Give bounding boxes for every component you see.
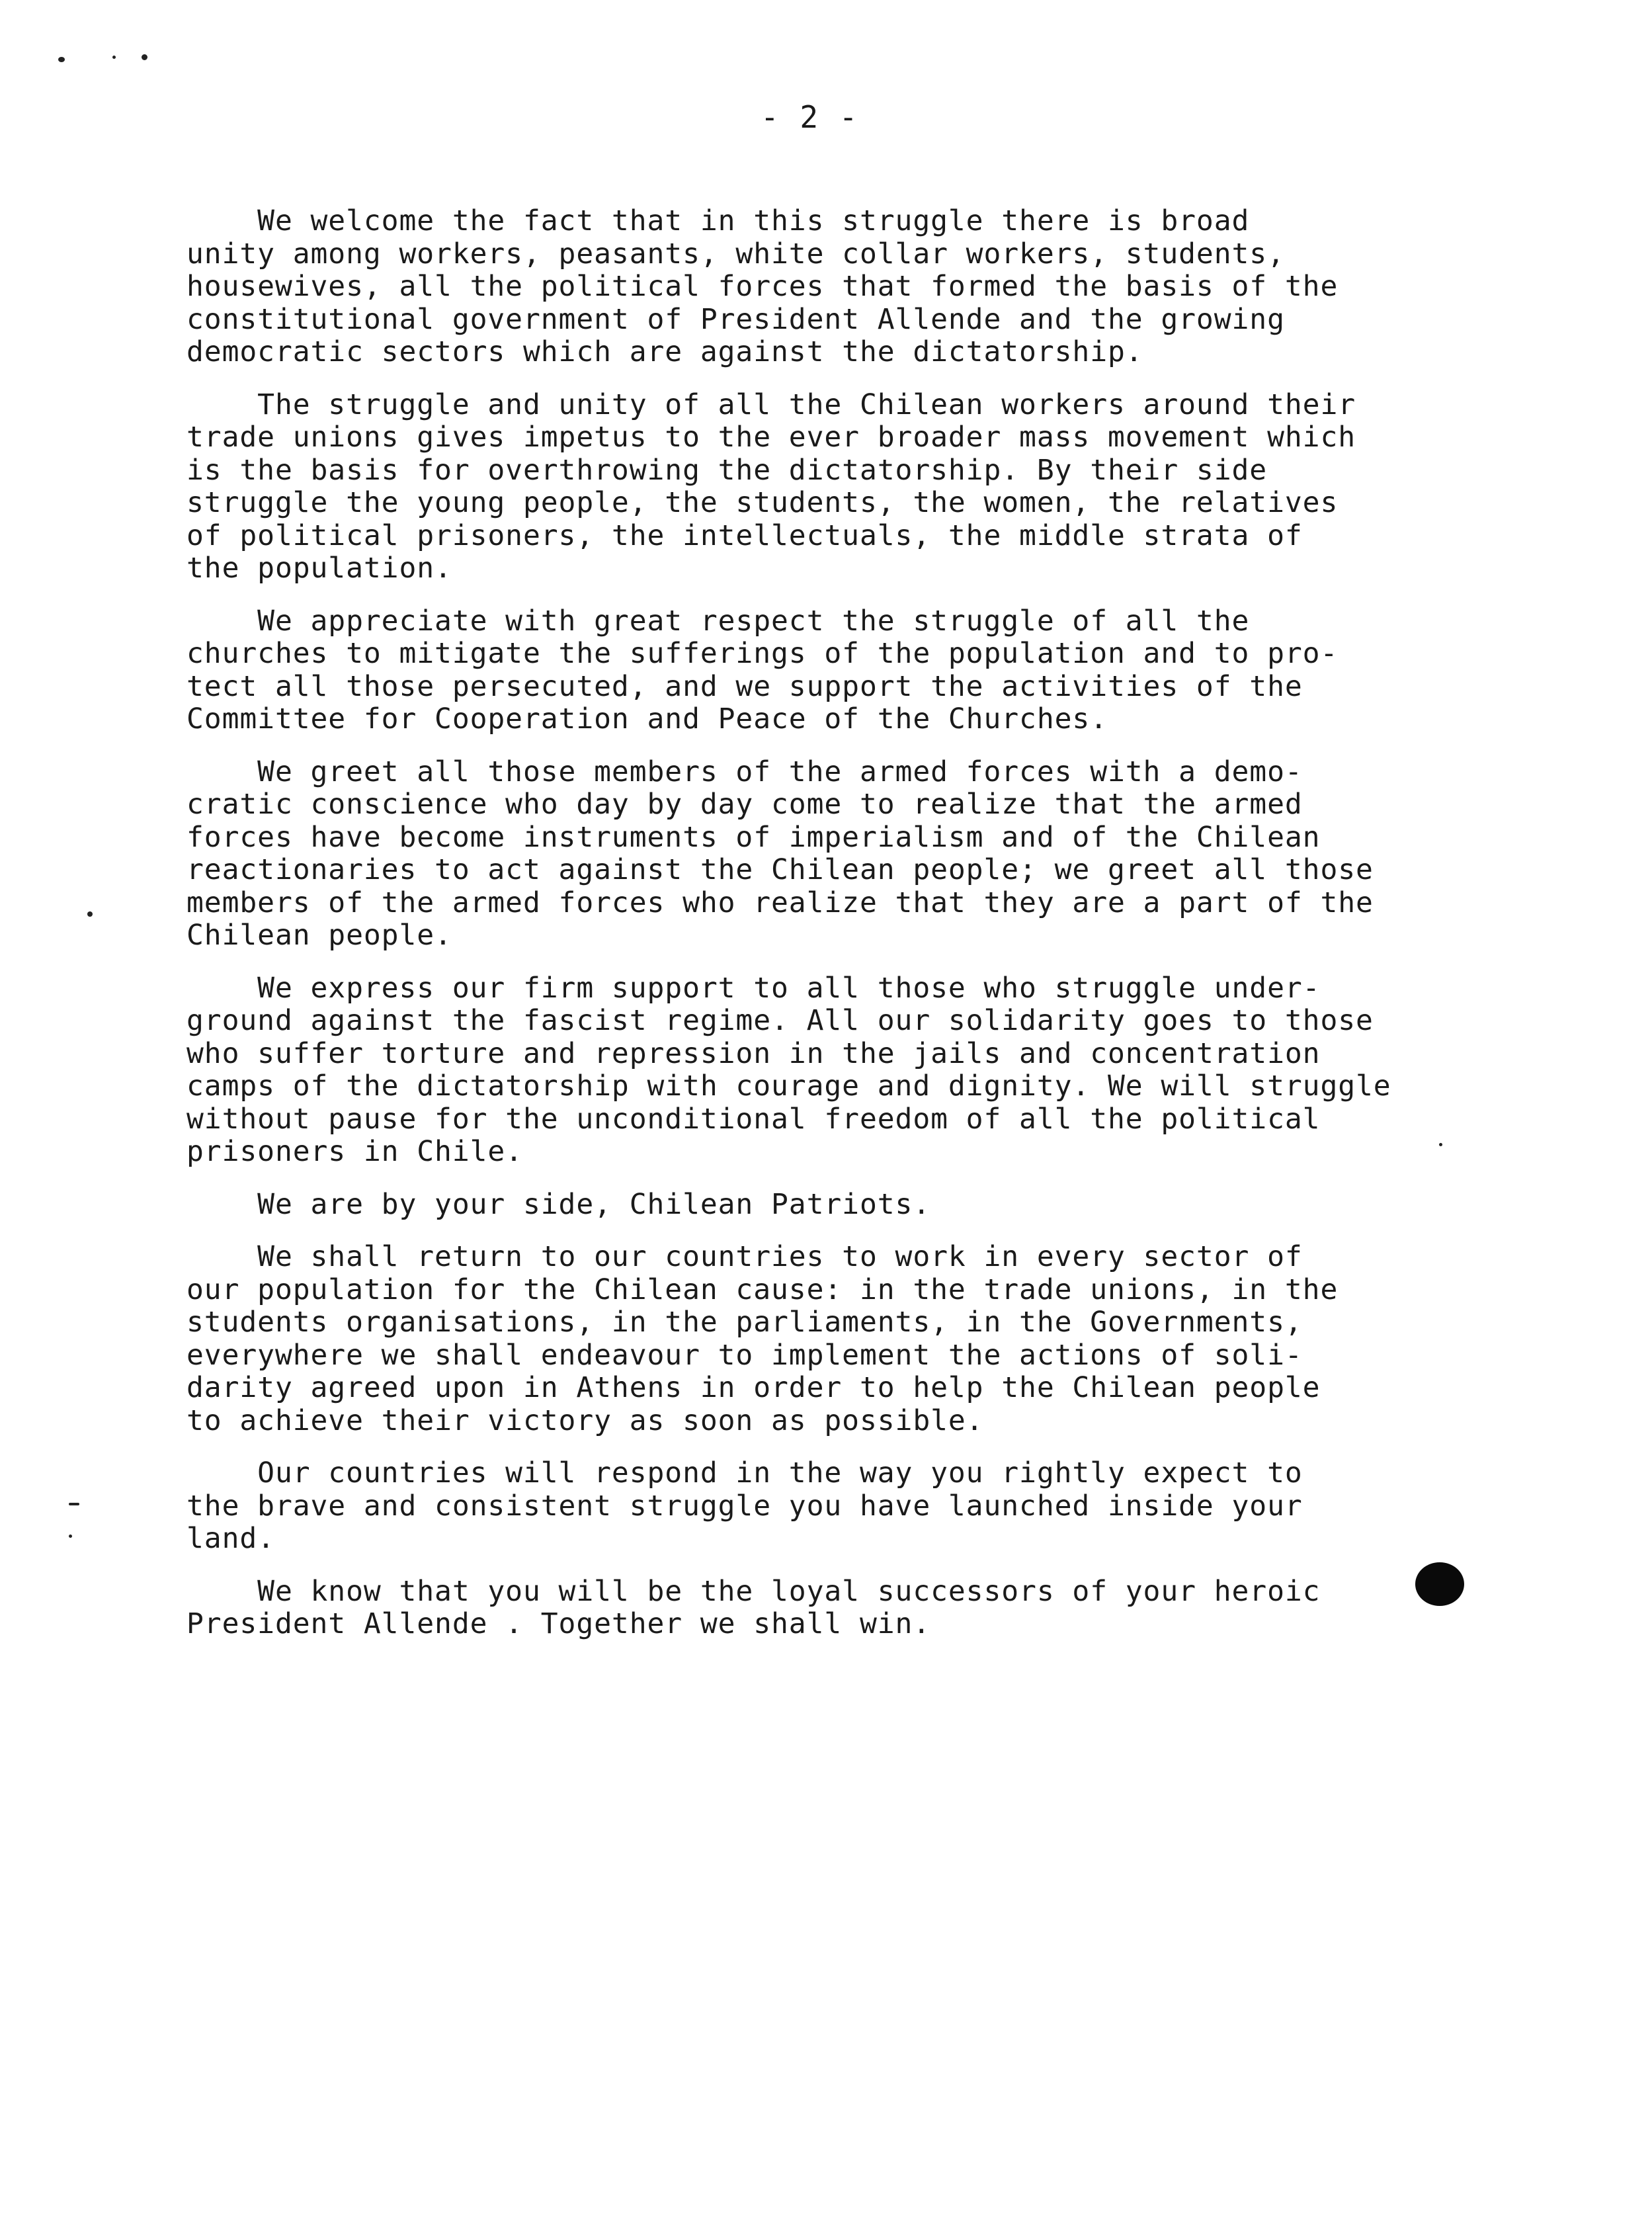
- text-line: is the basis for overthrowing the dictatorship. By their side: [186, 453, 1268, 487]
- text-line: our population for the Chilean cause: in the trade unions, in the: [186, 1273, 1339, 1306]
- scan-speck: [112, 56, 116, 59]
- text-line: without pause for the unconditional freedom of all the political: [186, 1102, 1321, 1136]
- text-line: Chilean people.: [186, 919, 452, 952]
- text-line: We appreciate with great respect the struggle of all the: [186, 604, 1250, 638]
- text-line: to achieve their victory as soon as possible.: [186, 1404, 984, 1437]
- paragraph-churches: [186, 605, 1582, 736]
- text-line: camps of the dictatorship with courage and dignity. We will struggle: [186, 1070, 1391, 1103]
- scan-speck: [142, 54, 147, 60]
- ink-blot: [1415, 1562, 1464, 1606]
- paragraph-underground: [186, 972, 1582, 1169]
- scan-speck: [87, 911, 93, 917]
- paragraph-unity: [186, 205, 1582, 369]
- paragraph-armed-forces: [186, 756, 1582, 952]
- text-line: We greet all those members of the armed forces with a demo-: [186, 755, 1303, 788]
- page-number: - 2 -: [761, 99, 859, 135]
- text-line: We welcome the fact that in this struggle there is broad: [186, 204, 1250, 237]
- text-line: tect all those persecuted, and we support the activities of the: [186, 669, 1303, 703]
- text-line: President Allende . Together we shall win.: [186, 1607, 931, 1640]
- text-line: housewives, all the political forces that formed the basis of the: [186, 270, 1339, 303]
- text-line: democratic sectors which are against the dictatorship.: [186, 335, 1143, 368]
- text-line: darity agreed upon in Athens in order to help the Chilean people: [186, 1371, 1321, 1404]
- text-line: prisoners in Chile.: [186, 1135, 523, 1168]
- text-line: land.: [186, 1522, 275, 1555]
- text-line: struggle the young people, the students, the women, the relatives: [186, 486, 1339, 519]
- text-line: unity among workers, peasants, white collar workers, students,: [186, 237, 1285, 271]
- scan-speck: [58, 57, 65, 62]
- text-line: who suffer torture and repression in the jails and concentration: [186, 1036, 1321, 1070]
- text-line: We are by your side, Chilean Patriots.: [186, 1187, 931, 1221]
- text-line: The struggle and unity of all the Chilean workers around their: [186, 388, 1356, 421]
- text-line: ground against the fascist regime. All our solidarity goes to those: [186, 1004, 1374, 1037]
- text-line: the population.: [186, 552, 452, 585]
- text-line: trade unions gives impetus to the ever broader mass movement which: [186, 421, 1356, 454]
- text-line: Our countries will respond in the way you rightly expect to: [186, 1456, 1303, 1490]
- paragraph-closing: [186, 1576, 1582, 1641]
- scan-speck: [69, 1503, 79, 1505]
- text-line: everywhere we shall endeavour to implement the actions of soli-: [186, 1338, 1303, 1372]
- text-line: cratic conscience who day by day come to realize that the armed: [186, 788, 1303, 821]
- text-line: forces have become instruments of imperialism and of the Chilean: [186, 820, 1321, 854]
- text-line: the brave and consistent struggle you have launched inside your: [186, 1489, 1303, 1523]
- text-line: of political prisoners, the intellectuals, the middle strata of: [186, 519, 1303, 552]
- text-line: Committee for Cooperation and Peace of the Churches.: [186, 702, 1108, 736]
- paragraph-by-your-side: [186, 1189, 1582, 1222]
- text-line: We express our firm support to all those who struggle under-: [186, 971, 1321, 1005]
- text-line: We know that you will be the loyal successors of your heroic: [186, 1574, 1321, 1608]
- paragraph-return: [186, 1241, 1582, 1437]
- text-line: reactionaries to act against the Chilean people; we greet all those: [186, 853, 1374, 886]
- paragraph-respond: [186, 1457, 1582, 1556]
- letter-body: [186, 205, 1582, 1661]
- text-line: students organisations, in the parliaments, in the Governments,: [186, 1306, 1303, 1339]
- text-line: members of the armed forces who realize that they are a part of the: [186, 886, 1374, 919]
- scan-speck: [69, 1535, 72, 1538]
- text-line: We shall return to our countries to work in every sector of: [186, 1240, 1303, 1273]
- text-line: constitutional government of President Allende and the growing: [186, 302, 1285, 336]
- text-line: churches to mitigate the sufferings of the population and to pro-: [186, 637, 1339, 670]
- paragraph-workers: [186, 389, 1582, 585]
